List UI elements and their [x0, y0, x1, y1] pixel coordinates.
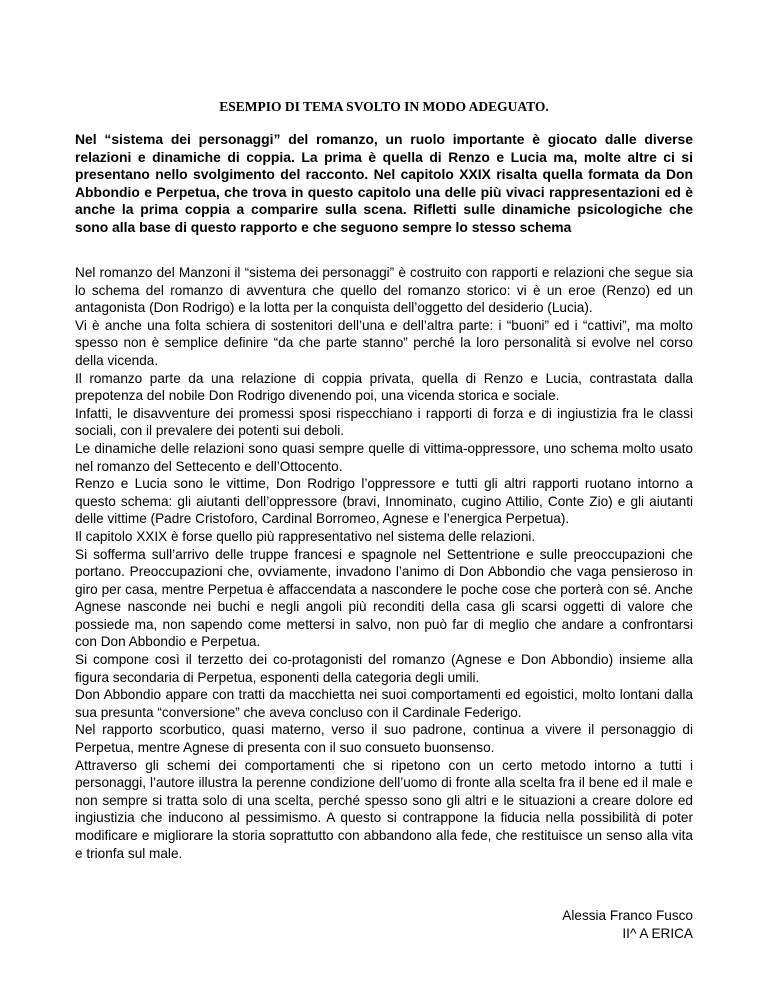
essay-paragraph: Don Abbondio appare con tratti da macchietta nei suoi comportamenti ed egoistici, molto lontani dalla sua presunta “conversione” che aveva concluso con il Cardinale Federigo. — [75, 687, 693, 720]
essay-paragraph: Il capitolo XXIX è forse quello più rappresentativo nel sistema delle relazioni. — [75, 528, 536, 544]
essay-paragraph: Si compone così il terzetto dei co-protagonisti del romanzo (Agnese e Don Abbondio) insieme alla figura secondaria di Perpetua, esponenti della categoria degli umili. — [75, 652, 693, 685]
author-signature — [562, 907, 693, 943]
author-name: Alessia Franco Fusco — [562, 908, 693, 923]
essay-paragraph: Nel rapporto scorbutico, quasi materno, verso il suo padrone, continua a vivere il personaggio di Perpetua, mentre Agnese di presenta con il suo consueto buonsenso. — [75, 722, 693, 756]
essay-paragraph: Infatti, le disavventure dei promessi sposi rispecchiano i rapporti di forza e di ingiustizia fra le classi sociali, con il prevalere dei potenti sui deboli. — [75, 405, 693, 439]
essay-body — [75, 264, 693, 862]
essay-paragraph: Attraverso gli schemi dei comportamenti che si ripetono con un certo metodo intorno a tutti i personaggi, l’autore illustra la perenne condizione dell’uomo di fronte alla scelta fra il bene ed il male e non sempre si tratta solo di una scelta, perché spesso sono gli altri e le situazioni a creare dolore ed ingiustizia che inducono al pessimismo. A questo si contrappone la fiducia nella possibilità di poter modificare e migliorare la storia soprattutto con abbandono alla fede, che restituisce un senso alla vita e trionfa sul male. — [75, 757, 693, 861]
essay-paragraph: Il romanzo parte da una relazione di coppia privata, quella di Renzo e Lucia, contrastata dalla prepotenza del nobile Don Rodrigo divenendo poi, una vicenda storica e sociale. — [75, 370, 693, 404]
document-title: ESEMPIO DI TEMA SVOLTO IN MODO ADEGUATO. — [219, 99, 549, 114]
essay-paragraph: Renzo e Lucia sono le vittime, Don Rodrigo l’oppressore e tutti gli altri rapporti ruotano intorno a questo schema: gli aiutanti dell’oppressore (bravi, Innominato, cugino Attilio, Conte Zio) e gli aiutanti delle vittime (Padre Cristoforo, Cardinal Borromeo, Agnese e l’energica Perpetua). — [75, 476, 693, 527]
essay-paragraph: Vi è anche una folta schiera di sostenitori dell’una e dell’altra parte: i “buoni” ed i “cattivi”, ma molto spesso non è semplice definire “da che parte stanno” perché la loro personalità si evolve nel corso della vicenda. — [75, 317, 693, 368]
essay-prompt: Nel “sistema dei personaggi” del romanzo, un ruolo importante è giocato dalle diverse relazioni e dinamiche di coppia. La prima è quella di Renzo e Lucia ma, molte altre ci si presentano nello svolgimento del racconto. Nel capitolo XXIX risalta quella formata da Don Abbondio e Perpetua, che trova in questo capitolo una delle più vivaci rappresentazioni ed è anche la prima coppia a comparire sulla scena. Rifletti sulle dinamiche psicologiche che sono alla base di questo rapporto e che seguono sempre lo stesso schema — [75, 131, 693, 235]
essay-paragraph: Nel romanzo del Manzoni il “sistema dei personaggi” è costruito con rapporti e relazioni che segue sia lo schema del romanzo di avventura che quello del romanzo storico: vi è un eroe (Renzo) ed un antagonista (Don Rodrigo) e la lotta per la conquista dell’oggetto del desiderio (Lucia). — [75, 265, 693, 316]
essay-paragraph: Le dinamiche delle relazioni sono quasi sempre quelle di vittima-oppressore, uno schema molto usato nel romanzo del Settecento e dell’Ottocento. — [75, 440, 693, 474]
author-class: II^ A ERICA — [622, 926, 693, 941]
essay-paragraph: Si sofferma sull’arrivo delle truppe francesi e spagnole nel Settentrione e sulle preoccupazioni che portano. Preoccupazioni che, ovviamente, invadono l’animo di Don Abbondio che vaga pensieroso in giro per casa, mentre Perpetua è affaccendata a nascondere le poche cose che porterà con sé. Anche Agnese nasconde nei buchi e negli angoli più reconditi della casa gli scarsi oggetti di valore che possiede ma, non sapendo come mettersi in salvo, non può far di meglio che andare a confrontarsi con Don Abbondio e Perpetua. — [75, 546, 693, 650]
